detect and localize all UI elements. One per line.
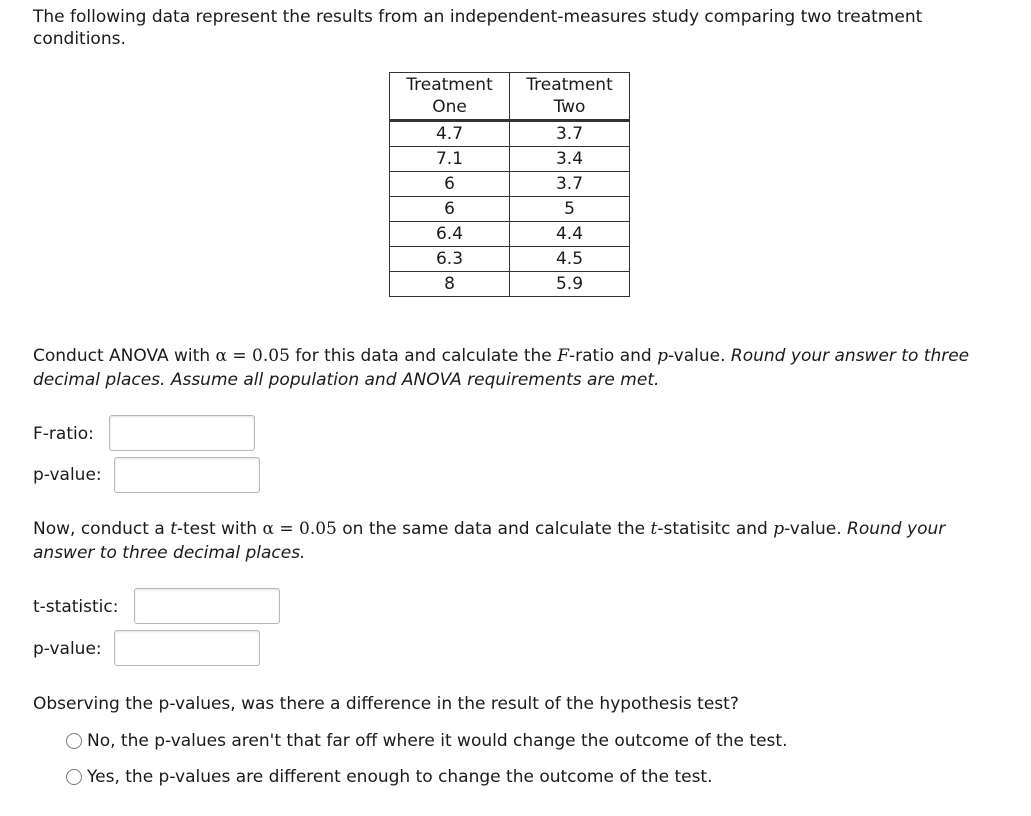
f-ratio-input[interactable] (109, 415, 255, 451)
rounding-instruction: Round your answer to three decimal places. (33, 519, 946, 563)
question-text: Observing the p-values, was there a difference in the result of the hypothesis test? (33, 694, 739, 714)
radio-button[interactable] (66, 769, 82, 785)
rounding-instruction: Round your answer to three decimal places. Assume all population and ANOVA requirements are met. (33, 346, 970, 390)
text: -value. (784, 519, 848, 539)
table-cell: 4.4 (510, 222, 630, 247)
table-row (390, 222, 630, 247)
column-header-treatment-two (510, 73, 630, 121)
f-symbol: F (557, 346, 569, 366)
problem-intro: The following data represent the results from an independent-measures study comparing two treatment conditions. (33, 7, 923, 49)
table-cell: 4.5 (510, 247, 630, 272)
table-cell: 6 (390, 172, 510, 197)
text: -value. (668, 346, 731, 366)
table-row (390, 172, 630, 197)
anova-instructions (33, 344, 993, 392)
table-cell: 5.9 (510, 272, 630, 297)
t-symbol: t (650, 519, 658, 539)
option-yes[interactable] (66, 765, 713, 789)
table-row (390, 247, 630, 272)
text: Conduct ANOVA with (33, 346, 216, 366)
option-no[interactable] (66, 729, 787, 753)
table-cell: 4.7 (390, 121, 510, 147)
option-label: Yes, the p-values are different enough to change the outcome of the test. (87, 767, 713, 787)
table-row (390, 147, 630, 172)
p-symbol: p (657, 346, 668, 366)
text: -statisitc and (657, 519, 774, 539)
table-cell: 6.3 (390, 247, 510, 272)
table-cell: 6 (390, 197, 510, 222)
text: -ratio and (568, 346, 658, 366)
anova-p-value-input[interactable] (114, 457, 260, 493)
table-cell: 3.7 (510, 121, 630, 147)
table-row (390, 197, 630, 222)
text: -test with (176, 519, 263, 539)
table-row (390, 272, 630, 297)
option-label: No, the p-values aren't that far off where it would change the outcome of the test. (87, 731, 788, 751)
table-cell: 5 (510, 197, 630, 222)
table-cell: 8 (390, 272, 510, 297)
t-statistic-input[interactable] (134, 588, 280, 624)
table-cell: 3.7 (510, 172, 630, 197)
text: on the same data and calculate the (336, 519, 651, 539)
p-symbol: p (773, 519, 785, 539)
table-row (390, 121, 630, 147)
table-cell: 6.4 (390, 222, 510, 247)
header-line: Treatment (526, 75, 613, 95)
ttest-p-value-input[interactable] (114, 630, 260, 666)
header-line: One (432, 97, 467, 117)
ttest-p-value-label: p-value: (33, 639, 102, 659)
header-line: Treatment (406, 75, 493, 95)
table-header-row (390, 73, 630, 121)
t-word: t (170, 519, 177, 539)
text: Now, conduct a (33, 519, 171, 539)
text: for this data and calculate the (289, 346, 558, 366)
column-header-treatment-one (390, 73, 510, 121)
table-cell: 7.1 (390, 147, 510, 172)
t-statistic-label: t-statistic: (33, 597, 119, 617)
alpha-expression: α = 0.05 (215, 346, 290, 366)
alpha-expression: α = 0.05 (262, 519, 337, 539)
data-table (389, 72, 630, 297)
anova-p-value-label: p-value: (33, 465, 102, 485)
header-line: Two (553, 97, 586, 117)
ttest-instructions (33, 517, 993, 565)
table-cell: 3.4 (510, 147, 630, 172)
radio-button[interactable] (66, 733, 82, 749)
f-ratio-label: F-ratio: (33, 424, 94, 444)
